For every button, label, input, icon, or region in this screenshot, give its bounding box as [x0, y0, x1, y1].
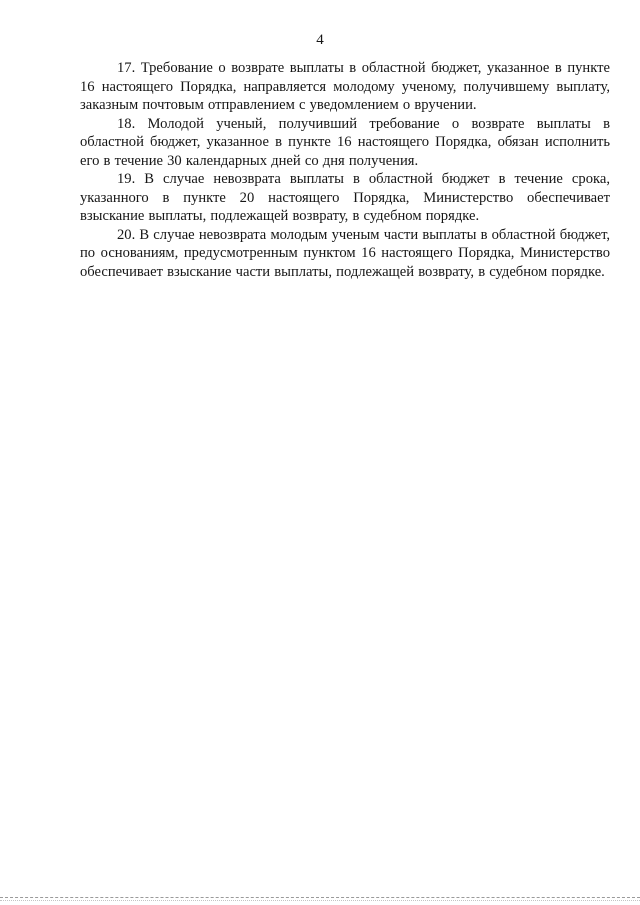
page-number: 4: [316, 32, 324, 48]
paragraph-19: 19. В случае невозврата выплаты в областной бюджет в течение срока, указанного в пункте 20 настоящего Порядка, Министерство обеспечивает взыскание выплаты, подлежащей возврату, в судебном порядке.: [80, 171, 610, 224]
document-body: [80, 59, 610, 281]
scan-edge-line: [0, 897, 640, 898]
paragraph-20: 20. В случае невозврата молодым ученым части выплаты в областной бюджет, по основаниям, предусмотренным пунктом 16 настоящего Порядка, Министерство обеспечивает взыскание части выплаты, подлежащей возврату, в судебном порядке.: [80, 226, 610, 280]
paragraph-17: 17. Требование о возврате выплаты в областной бюджет, указанное в пункте 16 настоящего Порядка, направляется молодому ученому, получившему выплату, заказным почтовым отправлением с уведомлением о вручении.: [80, 60, 610, 113]
paragraph-18: 18. Молодой ученый, получивший требование о возврате выплаты в областной бюджет, указанное в пункте 16 настоящего Порядка, обязан исполнить его в течение 30 календарных дней со дня получения.: [80, 115, 610, 169]
scan-edge-line-secondary: [0, 900, 640, 901]
